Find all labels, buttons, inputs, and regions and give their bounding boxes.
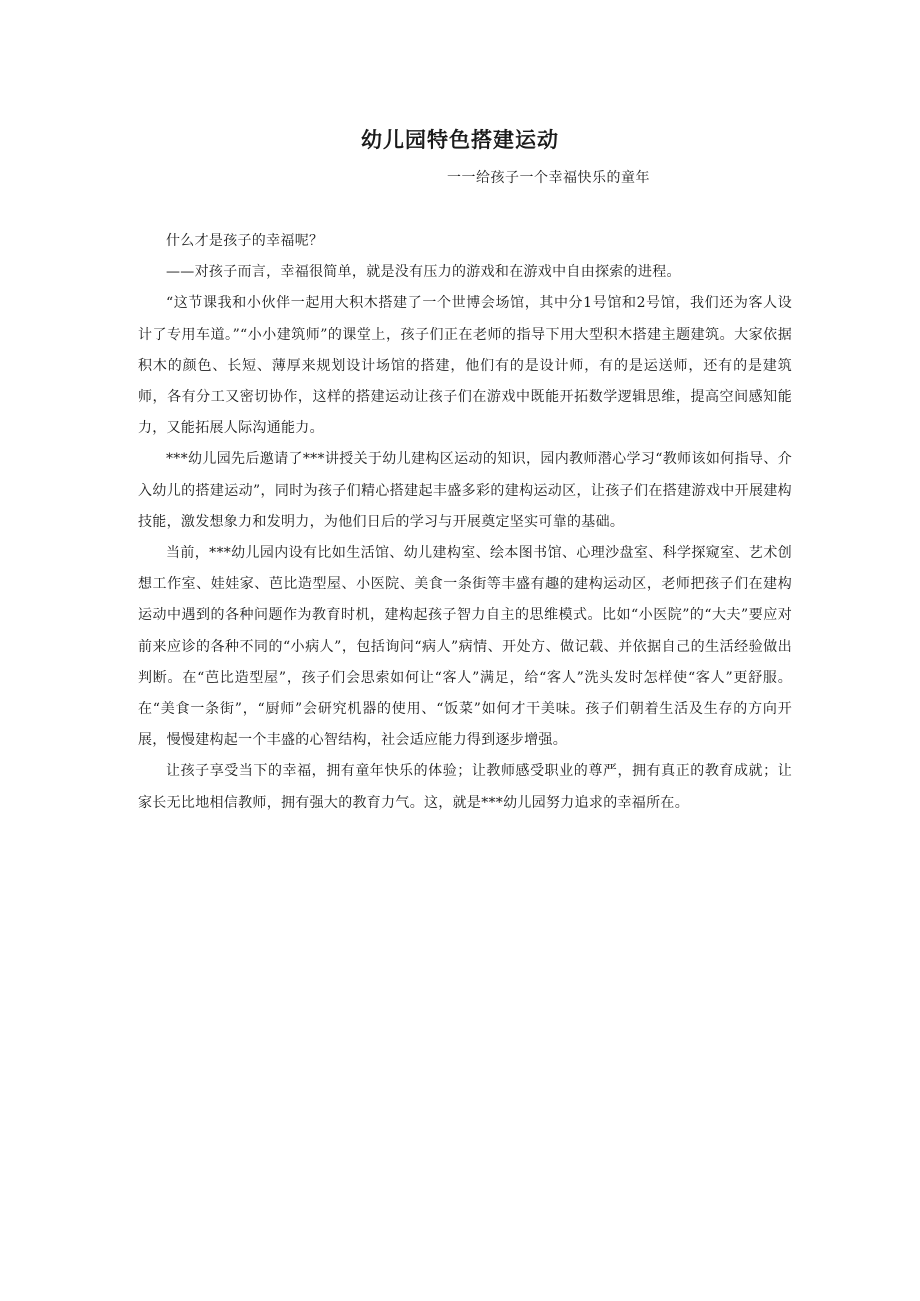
paragraph-question: 什么才是孩子的幸福呢？: [166, 233, 324, 249]
document-subtitle: 一一给孩子一个幸福快乐的童年: [447, 170, 650, 186]
paragraph-answer: ——对孩子而言，幸福很简单，就是没有压力的游戏和在游戏中自由探索的进程。: [166, 264, 681, 281]
document-body: [138, 226, 792, 819]
document-title: 幼儿园特色搭建运动: [361, 128, 559, 152]
paragraph-conclusion: 让孩子享受当下的幸福，拥有童年快乐的体验；让教师感受职业的尊严，拥有真正的教育成就；让家长无比地相信教师，拥有强大的教育力气。这，就是***幼儿园努力追求的幸福所在。: [138, 763, 792, 811]
paragraph-activity-areas: 当前，***幼儿园内设有比如生活馆、幼儿建构室、绘本图书馆、心理沙盘室、科学探窥室、艺术创想工作室、娃娃家、芭比造型屋、小医院、美食一条街等丰盛有趣的建构运动区，老师把孩子们在建构运动中遇到的各种问题作为教育时机，建构起孩子智力自主的思维模式。比如“小医院”的“大夫”要应对前来应诊的各种不同的“小病人”，包括询问“病人”病情、开处方、做记载、并依据自己的生活经验做出判断。在“芭比造型屋”，孩子们会思索如何让“客人”满足，给“客人”洗头发时怎样使“客人”更舒服。在“美食一条街”，“厨师”会研究机器的使用、“饭菜”如何才干美味。孩子们朝着生活及生存的方向开展，慢慢建构起一个丰盛的心智结构，社会适应能力得到逐步增强。: [138, 545, 792, 749]
paragraph-teacher-training: ***幼儿园先后邀请了***讲授关于幼儿建构区运动的知识，园内教师潜心学习“教师该如何指导、介入幼儿的搭建运动”，同时为孩子们精心搭建起丰盛多彩的建构运动区，让孩子们在搭建游戏中开展建构技能，激发想象力和发明力，为他们日后的学习与开展奠定坚实可靠的基础。: [138, 451, 792, 530]
paragraph-building-class: “这节课我和小伙伴一起用大积木搭建了一个世博会场馆，其中分1号馆和2号馆，我们还为客人设计了专用车道。”“小小建筑师”的课堂上，孩子们正在老师的指导下用大型积木搭建主题建筑。大家依据积木的颜色、长短、薄厚来规划设计场馆的搭建，他们有的是设计师，有的是运送师，还有的是建筑师，各有分工又密切协作，这样的搭建运动让孩子们在游戏中既能开拓数学逻辑思维，提高空间感知能力，又能拓展人际沟通能力。: [138, 295, 792, 437]
